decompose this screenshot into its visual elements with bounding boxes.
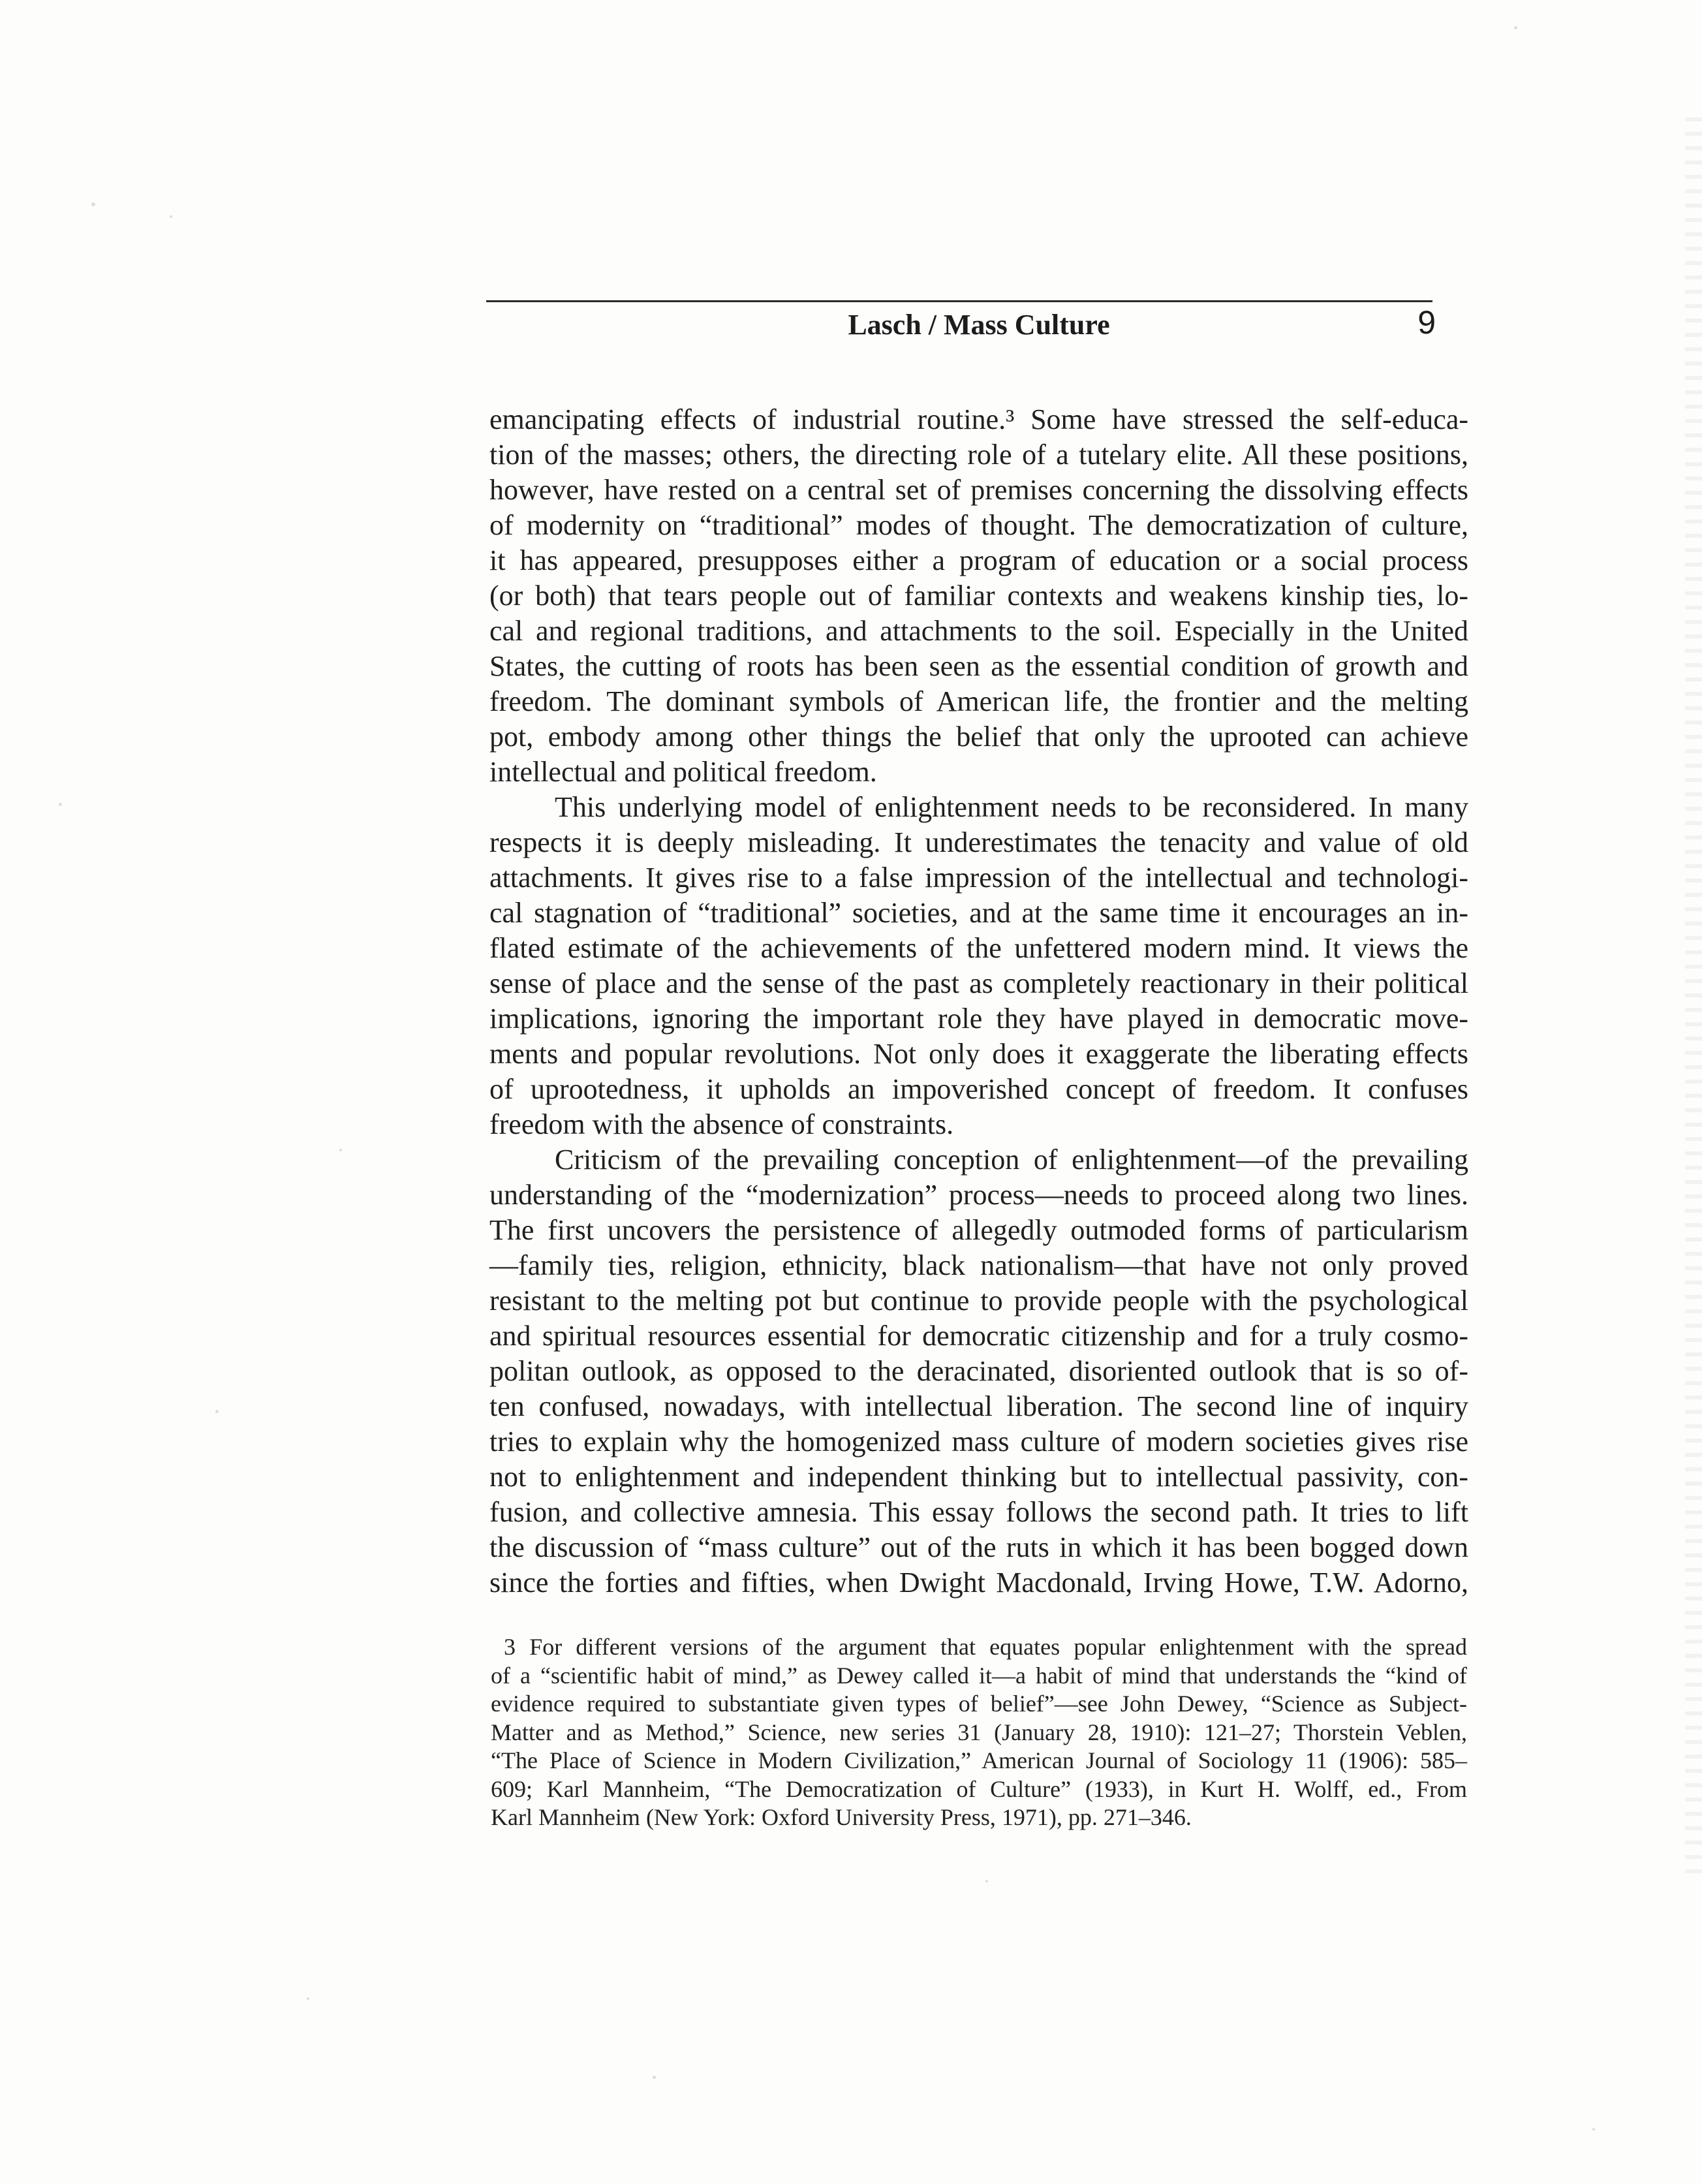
text-line: it has appeared, presupposes either a program of education or a social process	[489, 544, 1468, 576]
paragraph-2	[489, 790, 1468, 1142]
scan-speck	[985, 1880, 988, 1882]
text-line: freedom. The dominant symbols of American life, the frontier and the melting	[489, 685, 1468, 717]
scan-speck	[1514, 26, 1517, 29]
text-line: resistant to the melting pot but continue to provide people with the psychological	[489, 1285, 1468, 1317]
text-line: —family ties, religion, ethnicity, black nationalism—that have not only proved	[489, 1249, 1468, 1281]
header-rule	[486, 300, 1432, 302]
footnote	[491, 1633, 1467, 1832]
text-line: respects it is deeply misleading. It underestimates the tenacity and value of old	[489, 826, 1468, 858]
scan-speck	[91, 202, 95, 206]
paragraph-3	[489, 1142, 1468, 1600]
scan-speck	[339, 1149, 342, 1151]
text-line: States, the cutting of roots has been seen as the essential condition of growth and	[489, 650, 1468, 682]
body-text	[489, 402, 1468, 1600]
text-line: however, have rested on a central set of premises concerning the dissolving effects	[489, 474, 1468, 506]
scan-speck	[59, 803, 62, 806]
text-line: understanding of the “modernization” process—needs to proceed along two lines.	[489, 1179, 1468, 1211]
text-line: intellectual and political freedom.	[489, 756, 877, 788]
text-line: politan outlook, as opposed to the deracinated, disoriented outlook that is so of-	[489, 1355, 1468, 1387]
text-line: sense of place and the sense of the past as completely reactionary in their political	[489, 967, 1468, 999]
text-line: emancipating effects of industrial routine.³ Some have stressed the self-educa-	[489, 403, 1468, 435]
text-line: tion of the masses; others, the directing role of a tutelary elite. All these positions,	[489, 439, 1468, 471]
text-line: ments and popular revolutions. Not only does it exaggerate the liberating effects	[489, 1038, 1468, 1070]
footnote-line: 3 For different versions of the argument that equates popular enlightenment with the spread	[504, 1634, 1467, 1660]
footnote-line: 609; Karl Mannheim, “The Democratization of Culture” (1933), in Kurt H. Wolff, ed., From	[491, 1775, 1467, 1802]
scan-speck	[1592, 2128, 1595, 2130]
text-line: flated estimate of the achievements of the unfettered modern mind. It views the	[489, 932, 1468, 964]
page-number: 9	[1417, 304, 1436, 341]
text-line: ten confused, nowadays, with intellectual liberation. The second line of inquiry	[489, 1390, 1468, 1422]
text-line: freedom with the absence of constraints.	[489, 1108, 954, 1140]
text-line: cal stagnation of “traditional” societies, and at the same time it encourages an in-	[489, 897, 1468, 929]
scan-speck	[170, 215, 172, 218]
footnote-line: evidence required to substantiate given types of belief”—see John Dewey, “Science as Subject-	[491, 1691, 1467, 1717]
text-line: pot, embody among other things the belief that only the uprooted can achieve	[489, 721, 1468, 753]
text-line: of uprootedness, it upholds an impoverished concept of freedom. It confuses	[489, 1073, 1468, 1105]
footnote-line: Karl Mannheim (New York: Oxford University Press, 1971), pp. 271–346.	[491, 1804, 1192, 1830]
text-line: the discussion of “mass culture” out of the ruts in which it has been bogged down	[489, 1531, 1468, 1563]
text-line: Criticism of the prevailing conception of enlightenment—of the prevailing	[555, 1144, 1468, 1176]
text-line: implications, ignoring the important role they have played in democratic move-	[489, 1003, 1468, 1035]
footnote-line: of a “scientific habit of mind,” as Dewey called it—a habit of mind that understands the “kind of	[491, 1662, 1467, 1689]
footnote-line: “The Place of Science in Modern Civilization,” American Journal of Sociology 11 (1906): 585–	[491, 1747, 1467, 1773]
text-line: not to enlightenment and independent thinking but to intellectual passivity, con-	[489, 1461, 1468, 1493]
text-line: and spiritual resources essential for democratic citizenship and for a truly cosmo-	[489, 1320, 1468, 1352]
text-line: The first uncovers the persistence of allegedly outmoded forms of particularism	[489, 1214, 1468, 1246]
text-line: This underlying model of enlightenment needs to be reconsidered. In many	[555, 791, 1468, 823]
paragraph-1	[489, 402, 1468, 790]
text-line: tries to explain why the homogenized mass culture of modern societies gives rise	[489, 1426, 1468, 1458]
text-line: of modernity on “traditional” modes of thought. The democratization of culture,	[489, 509, 1468, 541]
scan-edge-noise	[1685, 117, 1702, 1880]
scan-speck	[653, 2076, 656, 2079]
running-head: Lasch / Mass Culture	[848, 309, 1110, 341]
scan-speck	[215, 1410, 219, 1413]
scan-speck	[307, 1997, 309, 2000]
text-line: fusion, and collective amnesia. This essay follows the second path. It tries to lift	[489, 1496, 1468, 1528]
text-line: attachments. It gives rise to a false impression of the intellectual and technologi-	[489, 862, 1468, 894]
text-line: since the forties and fifties, when Dwight Macdonald, Irving Howe, T.W. Adorno,	[489, 1567, 1468, 1599]
text-line: (or both) that tears people out of familiar contexts and weakens kinship ties, lo-	[489, 580, 1468, 612]
footnote-line: Matter and as Method,” Science, new series 31 (January 28, 1910): 121–27; Thorstein Veblen,	[491, 1719, 1467, 1745]
text-line: cal and regional traditions, and attachments to the soil. Especially in the United	[489, 615, 1468, 647]
